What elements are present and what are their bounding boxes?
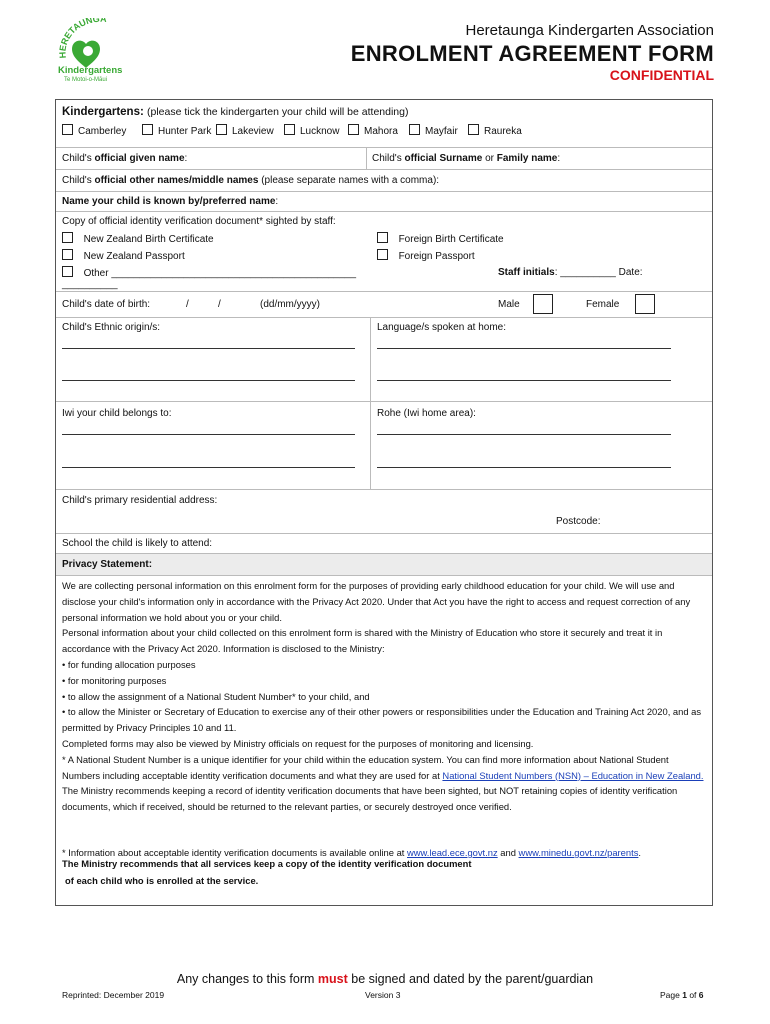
id-option[interactable]: New Zealand Passport <box>62 249 185 262</box>
rohe-line[interactable] <box>377 434 671 435</box>
kindergarten-option[interactable]: Lakeview <box>216 124 274 137</box>
confidential-label: CONFIDENTIAL <box>609 67 714 83</box>
logo-brand: Kindergartens <box>58 65 123 76</box>
identity-intro: Copy of official identity verification document* sighted by staff: <box>62 216 336 227</box>
logo-arc-text: HERETAUNGA <box>58 18 107 59</box>
checkbox-mahora[interactable] <box>348 124 359 135</box>
nsn-paragraph: * A National Student Number is a unique identifier for your child within the education system. You can find more information about National Student Numbers including acceptable identity verification documents and what they are used for at National Student Numbers (NSN) – Education in New Zealand. <box>62 753 704 781</box>
language-label: Language/s spoken at home: <box>377 322 506 333</box>
heart-logo-icon <box>58 18 148 100</box>
staff-initials-field[interactable]: Staff initials: __________ Date: <box>498 267 643 278</box>
male-checkbox[interactable] <box>533 294 553 314</box>
preferred-name-field[interactable]: Name your child is known by/preferred name: <box>62 196 279 207</box>
dob-slash: / <box>186 299 189 310</box>
dob-format: (dd/mm/yyyy) <box>260 299 320 310</box>
ethnic-label: Child's Ethnic origin/s: <box>62 322 161 333</box>
logo-tagline: Te Motoi-o-Māui <box>64 77 108 83</box>
privacy-title: Privacy Statement: <box>62 559 153 570</box>
iwi-row <box>56 402 712 490</box>
ethnic-row <box>56 318 712 402</box>
checkbox-foreign-passport[interactable] <box>377 249 388 260</box>
recommend-line: The Ministry recommends that all services keep a copy of the identity verification document <box>62 858 472 869</box>
language-line[interactable] <box>377 348 671 349</box>
school-field[interactable]: School the child is likely to attend: <box>62 538 213 549</box>
page-number: Page 1 of 6 <box>660 990 704 1000</box>
checkbox-nz-birth[interactable] <box>62 232 73 243</box>
privacy-footnote <box>62 847 706 869</box>
privacy-bullet: • for funding allocation purposes <box>62 658 196 670</box>
kindergarten-section <box>56 100 712 148</box>
kindergarten-option[interactable]: Lucknow <box>284 124 339 137</box>
privacy-paragraph: We are collecting personal information on this enrolment form for the purposes of providing early childhood education for your child. We will use and disclose your child's information only in accordance with the Privacy Act 2020. Under that Act you have the right to access and request correction of any personal information we hold about you or your child. <box>62 580 691 623</box>
minedu-link[interactable]: www.minedu.govt.nz/parents <box>518 847 639 858</box>
dob-row <box>56 292 712 318</box>
privacy-bullet: • to allow the assignment of a National Student Number* to your child, and <box>62 690 370 702</box>
iwi-label: Iwi your child belongs to: <box>62 408 172 419</box>
school-row <box>56 534 712 554</box>
checkbox-nz-passport[interactable] <box>62 249 73 260</box>
privacy-paragraph: Personal information about your child collected on this enrolment form is shared with the Ministry of Education who store it securely and treat it in accordance with the Privacy Act 2020. Information is disclosed to the Ministry: <box>62 627 663 655</box>
postcode-field[interactable]: Postcode: <box>556 516 601 527</box>
checkbox-mayfair[interactable] <box>409 124 420 135</box>
address-field[interactable]: Child's primary residential address: <box>62 495 218 506</box>
surname-field[interactable]: Child's official Surname or Family name: <box>372 153 561 164</box>
reprinted-date: Reprinted: December 2019 <box>62 990 165 1000</box>
org-name: Heretaunga Kindergarten Association <box>465 22 714 39</box>
kindergarten-label: Kindergartens: <box>62 106 144 118</box>
iwi-line[interactable] <box>62 467 355 468</box>
name-row <box>56 148 712 170</box>
other-names-row <box>56 170 712 192</box>
changes-notice: Any changes to this form must be signed and dated by the parent/guardian <box>176 972 594 986</box>
checkbox-raureka[interactable] <box>468 124 479 135</box>
rohe-line[interactable] <box>377 467 671 468</box>
id-option[interactable]: Foreign Passport <box>377 249 475 262</box>
given-name-field[interactable]: Child's official given name: <box>62 153 188 164</box>
language-line[interactable] <box>377 380 671 381</box>
kindergarten-option[interactable]: Mayfair <box>409 124 458 137</box>
kindergarten-hint: (please tick the kindergarten your child will be attending) <box>147 106 409 118</box>
other-names-field[interactable]: Child's official other names/middle names (please separate names with a comma): <box>62 175 440 186</box>
version-label: Version 3 <box>365 990 401 1000</box>
enrolment-form <box>55 99 713 906</box>
female-checkbox[interactable] <box>635 294 655 314</box>
info-line: * Information about acceptable identity verification documents is available online at www.lead.ece.govt.nz and www.minedu.govt.nz/parents. <box>62 847 642 858</box>
privacy-header <box>56 554 712 576</box>
ethnic-line[interactable] <box>62 348 355 349</box>
privacy-bullet: • to allow the Minister or Secretary of Education to exercise any of their other powers or responsibilities under the Education and Training Act 2020, and as permitted by Privacy Principles 10 and 11. <box>62 706 702 734</box>
kindergarten-option[interactable]: Raureka <box>468 124 522 137</box>
checkbox-other[interactable] <box>62 266 73 277</box>
female-label: Female <box>586 299 620 310</box>
id-option[interactable]: New Zealand Birth Certificate <box>62 232 214 245</box>
dob-slash: / <box>218 299 221 310</box>
kindergarten-option[interactable]: Hunter Park <box>142 124 211 137</box>
checkbox-camberley[interactable] <box>62 124 73 135</box>
recommend-line-2: of each child who is enrolled at the service. <box>65 875 259 886</box>
preferred-name-row <box>56 192 712 212</box>
checkbox-hunter-park[interactable] <box>142 124 153 135</box>
address-row <box>56 490 712 534</box>
id-option[interactable]: Other ____________________________________________ <box>62 266 356 279</box>
checkbox-foreign-birth[interactable] <box>377 232 388 243</box>
iwi-line[interactable] <box>62 434 355 435</box>
privacy-paragraph: The Ministry recommends keeping a record of identity verification documents that have been sighted, but NOT retaining copies of identity verification documents, which if received, should be returned to the relevant parties, or securely destroyed once verified. <box>62 785 678 813</box>
privacy-bullet: • for monitoring purposes <box>62 674 167 686</box>
kindergarten-option[interactable]: Mahora <box>348 124 398 137</box>
kindergartens-logo <box>58 18 148 100</box>
lead-link[interactable]: www.lead.ece.govt.nz <box>407 847 498 858</box>
dob-label: Child's date of birth: <box>62 299 151 310</box>
privacy-paragraph: Completed forms may also be viewed by Ministry officials on request for the purposes of monitoring and licensing. <box>62 737 534 749</box>
kindergarten-option[interactable]: Camberley <box>62 124 126 137</box>
privacy-body <box>62 578 706 815</box>
rohe-label: Rohe (Iwi home area): <box>377 408 476 419</box>
checkbox-lucknow[interactable] <box>284 124 295 135</box>
other-cont: __________ <box>62 279 118 290</box>
nsn-link[interactable]: National Student Numbers (NSN) – Education in New Zealand. <box>442 769 704 781</box>
form-title: ENROLMENT AGREEMENT FORM <box>350 41 714 66</box>
identity-section <box>56 212 712 292</box>
male-label: Male <box>498 299 520 310</box>
id-option[interactable]: Foreign Birth Certificate <box>377 232 504 245</box>
checkbox-lakeview[interactable] <box>216 124 227 135</box>
ethnic-line[interactable] <box>62 380 355 381</box>
